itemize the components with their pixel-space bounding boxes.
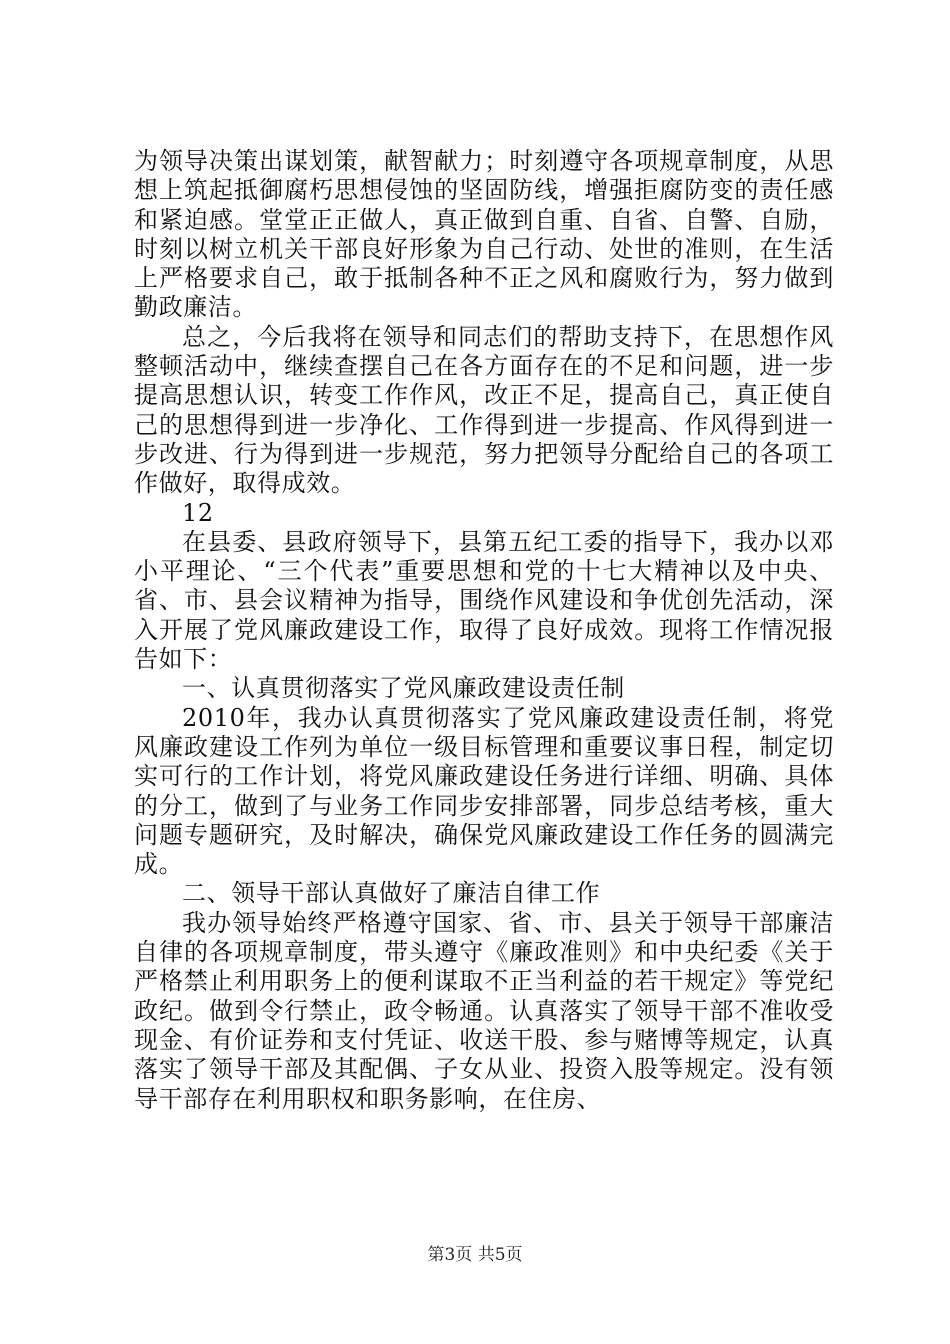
paragraph: 12 <box>182 498 214 527</box>
section-heading: 一、认真贯彻落实了党风廉政建设责任制 <box>182 674 625 703</box>
document-body <box>134 147 834 1114</box>
paragraph: 在县委、县政府领导下，县第五纪工委的指导下，我办以邓小平理论、“三个代表”重要思想和党的十七大精神以及中央、省、市、县会议精神为指导，围绕作风建设和争优创先活动，深入开展了党风廉政建设工作，取得了良好成效。现将工作情况报告如下： <box>134 527 834 674</box>
paragraph: 我办领导始终严格遵守国家、省、市、县关于领导干部廉洁自律的各项规章制度，带头遵守《廉政准则》和中央纪委《关于严格禁止利用职务上的便利谋取不正当利益的若干规定》等党纪政纪。做到令行禁止，政令畅通。认真落实了领导干部不准收受现金、有价证券和支付凭证、收送干股、参与赌博等规定，认真落实了领导干部及其配偶、子女从业、投资入股等规定。没有领导干部存在利用职权和职务影响，在住房、 <box>134 908 834 1113</box>
paragraph: 2010年，我办认真贯彻落实了党风廉政建设责任制，将党风廉政建设工作列为单位一级目标管理和重要议事日程，制定切实可行的工作计划，将党风廉政建设任务进行详细、明确、具体的分工，做到了与业务工作同步安排部署，同步总结考核，重大问题专题研究，及时解决，确保党风廉政建设工作任务的圆满完成。 <box>134 703 834 879</box>
section-heading: 二、领导干部认真做好了廉洁自律工作 <box>182 879 601 908</box>
paragraph: 总之，今后我将在领导和同志们的帮助支持下，在思想作风整顿活动中，继续查摆自己在各方面存在的不足和问题，进一步提高思想认识，转变工作作风，改正不足，提高自己，真正使自己的思想得到进一步净化、工作得到进一步提高、作风得到进一步改进、行为得到进一步规范，努力把领导分配给自己的各项工作做好，取得成效。 <box>134 322 834 498</box>
page-number: 第3页 共5页 <box>427 1245 523 1265</box>
paragraph: 为领导决策出谋划策，献智献力；时刻遵守各项规章制度，从思想上筑起抵御腐朽思想侵蚀的坚固防线，增强拒腐防变的责任感和紧迫感。堂堂正正做人，真正做到自重、自省、自警、自励，时刻以树立机关干部良好形象为自己行动、处世的准则，在生活上严格要求自己，敢于抵制各种不正之风和腐败行为，努力做到勤政廉洁。 <box>134 147 834 322</box>
